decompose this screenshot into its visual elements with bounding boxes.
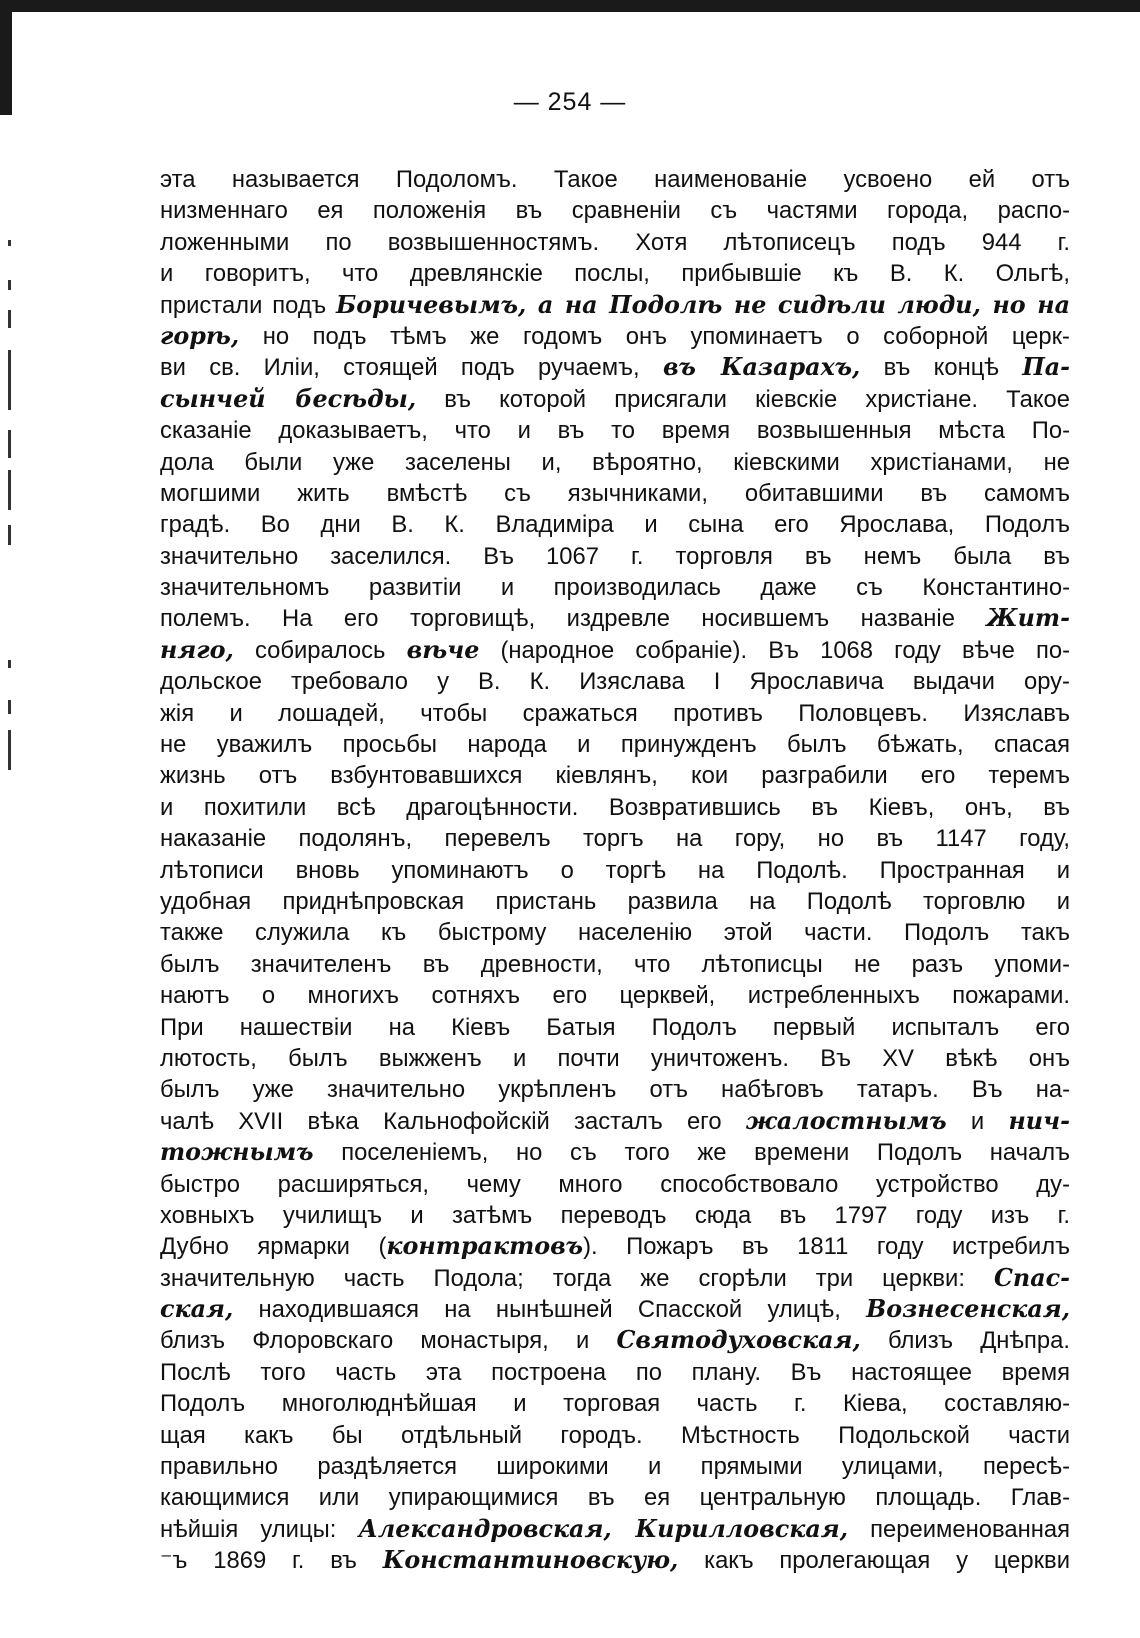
text-segment: ховныхъ училищъ и затѣмъ переводъ сюда въ 1797 году изъ г. [160,1201,1070,1229]
italic-text-segment: Святодуховская, [616,1326,861,1355]
text-segment: и похитили всѣ драгоцѣнности. Возвратившись въ Кіевъ, онъ, въ [160,793,1070,821]
text-segment: но подъ тѣмъ же годомъ онъ упоминаетъ о соборной церк- [239,322,1070,350]
text-segment: жизнь отъ взбунтовавшихся кіевлянъ, кои разграбили его теремъ [160,762,1070,790]
text-segment: значительную часть Подола; тогда же сгорѣли три церкви: [160,1264,994,1292]
text-segment: Послѣ того часть эта построена по плану. Въ настоящее время [160,1358,1070,1386]
text-line [160,980,1070,1011]
text-line [160,1325,1070,1356]
text-line [160,917,1070,948]
text-segment: лѣтописи вновь упоминаютъ о торгѣ на Подолѣ. Пространная и [160,856,1070,884]
text-line [160,666,1070,697]
text-line [160,509,1070,540]
italic-text-segment: вѣче [406,635,480,664]
text-segment: не уважилъ просьбы народа и принужденъ былъ бѣжать, спасая [160,731,1070,759]
italic-text-segment: Константиновскую, [382,1546,679,1575]
text-line [160,290,1070,321]
italic-text-segment: тожнымъ [160,1138,314,1167]
text-segment: Подолъ многолюднѣйшая и торговая часть г. Кіева, составляю- [160,1390,1070,1418]
text-segment: градѣ. Во дни В. К. Владиміра и сына его Ярослава, Подолъ [160,511,1070,539]
text-line [160,1420,1070,1451]
text-segment: кающимися или упирающимися въ ея центральную площадь. Глав- [160,1484,1070,1512]
text-segment: дола были уже заселены и, вѣроятно, кіевскими христіанами, не [160,448,1070,476]
text-segment: пристали подъ [160,291,336,319]
text-line [160,541,1070,572]
text-segment: въ концѣ [860,354,1023,382]
text-line [160,1357,1070,1388]
text-line [160,603,1070,634]
text-segment: чалѣ XVII вѣка Кальнофойскій засталъ его [160,1107,746,1135]
scan-top-border [0,0,1140,12]
text-segment: Дубно ярмарки ( [160,1233,387,1261]
text-line [160,1482,1070,1513]
text-line [160,886,1070,917]
text-line [160,855,1070,886]
italic-text-segment: ская, [160,1295,234,1324]
text-segment: наказаніе подолянъ, перевелъ торгъ на гору, но въ 1147 году, [160,825,1070,853]
text-line [160,415,1070,446]
text-line [160,1169,1070,1200]
text-segment: ⁻ъ 1869 г. въ [160,1547,383,1575]
text-line [160,1263,1070,1294]
text-segment: жія и лошадей, чтобы сражаться противъ Половцевъ. Изяславъ [160,699,1070,727]
text-segment: въ которой присягали кіевскіе христіане. Такое [416,385,1070,413]
text-line [160,1106,1070,1137]
text-segment: поселеніемъ, но съ того же времени Подолъ началъ [313,1139,1070,1167]
italic-text-segment: Боричевымъ, а на Подолѣ не сидѣли люди, но на [335,290,1070,319]
text-segment: лютость, былъ выжженъ и почти уничтоженъ. Въ XV вѣкѣ онъ [160,1044,1070,1072]
italic-text-segment: сынчей бесѣды, [160,384,417,413]
text-segment: могшими жить вмѣстѣ съ язычниками, обитавшими въ самомъ [160,479,1070,507]
text-line [160,478,1070,509]
text-line [160,1043,1070,1074]
text-line [160,949,1070,980]
text-segment: значительномъ развитіи и производилась даже съ Константино- [160,574,1070,602]
text-line [160,1545,1070,1576]
text-segment: значительно заселился. Въ 1067 г. торговля въ немъ была въ [160,542,1070,570]
text-segment: переименованная [847,1515,1070,1543]
text-line [160,1012,1070,1043]
text-line [160,1294,1070,1325]
text-segment: былъ уже значительно укрѣпленъ отъ набѣговъ татаръ. Въ на- [160,1076,1070,1104]
text-line [160,823,1070,854]
text-line [160,258,1070,289]
text-segment: При нашествіи на Кіевъ Батыя Подолъ первый испыталъ его [160,1013,1070,1041]
text-line [160,1200,1070,1231]
text-line [160,1451,1070,1482]
italic-text-segment: Жит- [986,604,1070,633]
text-line [160,729,1070,760]
text-segment: щая какъ бы отдѣльный городъ. Мѣстность Подольской части [160,1421,1070,1449]
page-number: — 254 — [513,88,627,116]
text-segment: наютъ о многихъ сотняхъ его церквей, истребленныхъ пожарами. [160,982,1070,1010]
text-segment: нѣйшія улицы: [160,1515,359,1543]
text-segment: также служила къ быстрому населенію этой части. Подолъ такъ [160,919,1070,947]
text-segment: близъ Днѣпра. [860,1327,1070,1355]
text-segment: какъ пролегающая у церкви [678,1547,1070,1575]
italic-text-segment: въ Казарахъ, [662,353,861,382]
italic-text-segment: жалостнымъ [745,1106,947,1135]
text-line [160,352,1070,383]
italic-text-segment: Спас- [993,1263,1070,1292]
text-segment: полемъ. На его торговищѣ, издревле носившемъ названіе [160,605,987,633]
text-segment: (народное собраніе). Въ 1068 году вѣче по- [479,636,1070,664]
text-line [160,792,1070,823]
text-line [160,698,1070,729]
body-text [160,164,1070,1577]
text-line [160,227,1070,258]
italic-text-segment: контрактовъ [386,1232,584,1261]
text-segment: правильно раздѣляется широкими и прямыми улицами, пересѣ- [160,1453,1070,1481]
text-segment: близъ Флоровскаго монастыря, и [160,1327,617,1355]
text-line [160,572,1070,603]
margin-marks [8,240,12,770]
text-segment: ви св. Иліи, стоящей подъ ручаемъ, [160,354,663,382]
italic-text-segment: нич- [1008,1106,1070,1135]
text-segment: ). Пожаръ въ 1811 году истребилъ [583,1233,1070,1261]
text-segment: ложенными по возвышенностямъ. Хотя лѣтописецъ подъ 944 г. [160,228,1070,256]
text-line [160,760,1070,791]
text-line [160,447,1070,478]
italic-text-segment: Вознесенская, [866,1295,1070,1324]
text-line [160,1388,1070,1419]
text-line [160,1074,1070,1105]
italic-text-segment: горѣ, [160,321,240,350]
text-line [160,164,1070,195]
text-segment: дольское требовало у В. К. Изяслава I Ярославича выдачи ору- [160,668,1070,696]
text-segment: быстро расширяться, чему много способствовало устройство ду- [160,1170,1070,1198]
text-segment: низменнаго ея положенія въ сравненіи съ частями города, распо- [160,197,1070,225]
text-line [160,1514,1070,1545]
text-segment: находившаяся на нынѣшней Спасской улицѣ, [233,1296,867,1324]
text-segment: и [946,1107,1009,1135]
text-line [160,1137,1070,1168]
italic-text-segment: Па- [1022,353,1070,382]
italic-text-segment: Александровская, Кирилловская, [358,1514,848,1543]
text-line [160,384,1070,415]
text-line [160,1231,1070,1262]
italic-text-segment: няго, [160,635,234,664]
text-line [160,635,1070,666]
text-line [160,195,1070,226]
text-line [160,321,1070,352]
text-segment: удобная приднѣпровская пристань развила на Подолѣ торговлю и [160,887,1070,915]
text-segment: былъ значителенъ въ древности, что лѣтописцы не разъ упоми- [160,950,1070,978]
text-segment: и говоритъ, что древлянскіе послы, прибывшіе къ В. К. Ольгѣ, [160,260,1070,288]
text-segment: собиралось [233,636,407,664]
text-segment: сказаніе доказываетъ, что и въ то время возвышенныя мѣста По- [160,417,1070,445]
text-segment: эта называется Подоломъ. Такое наименованіе усвоено ей отъ [160,166,1070,193]
